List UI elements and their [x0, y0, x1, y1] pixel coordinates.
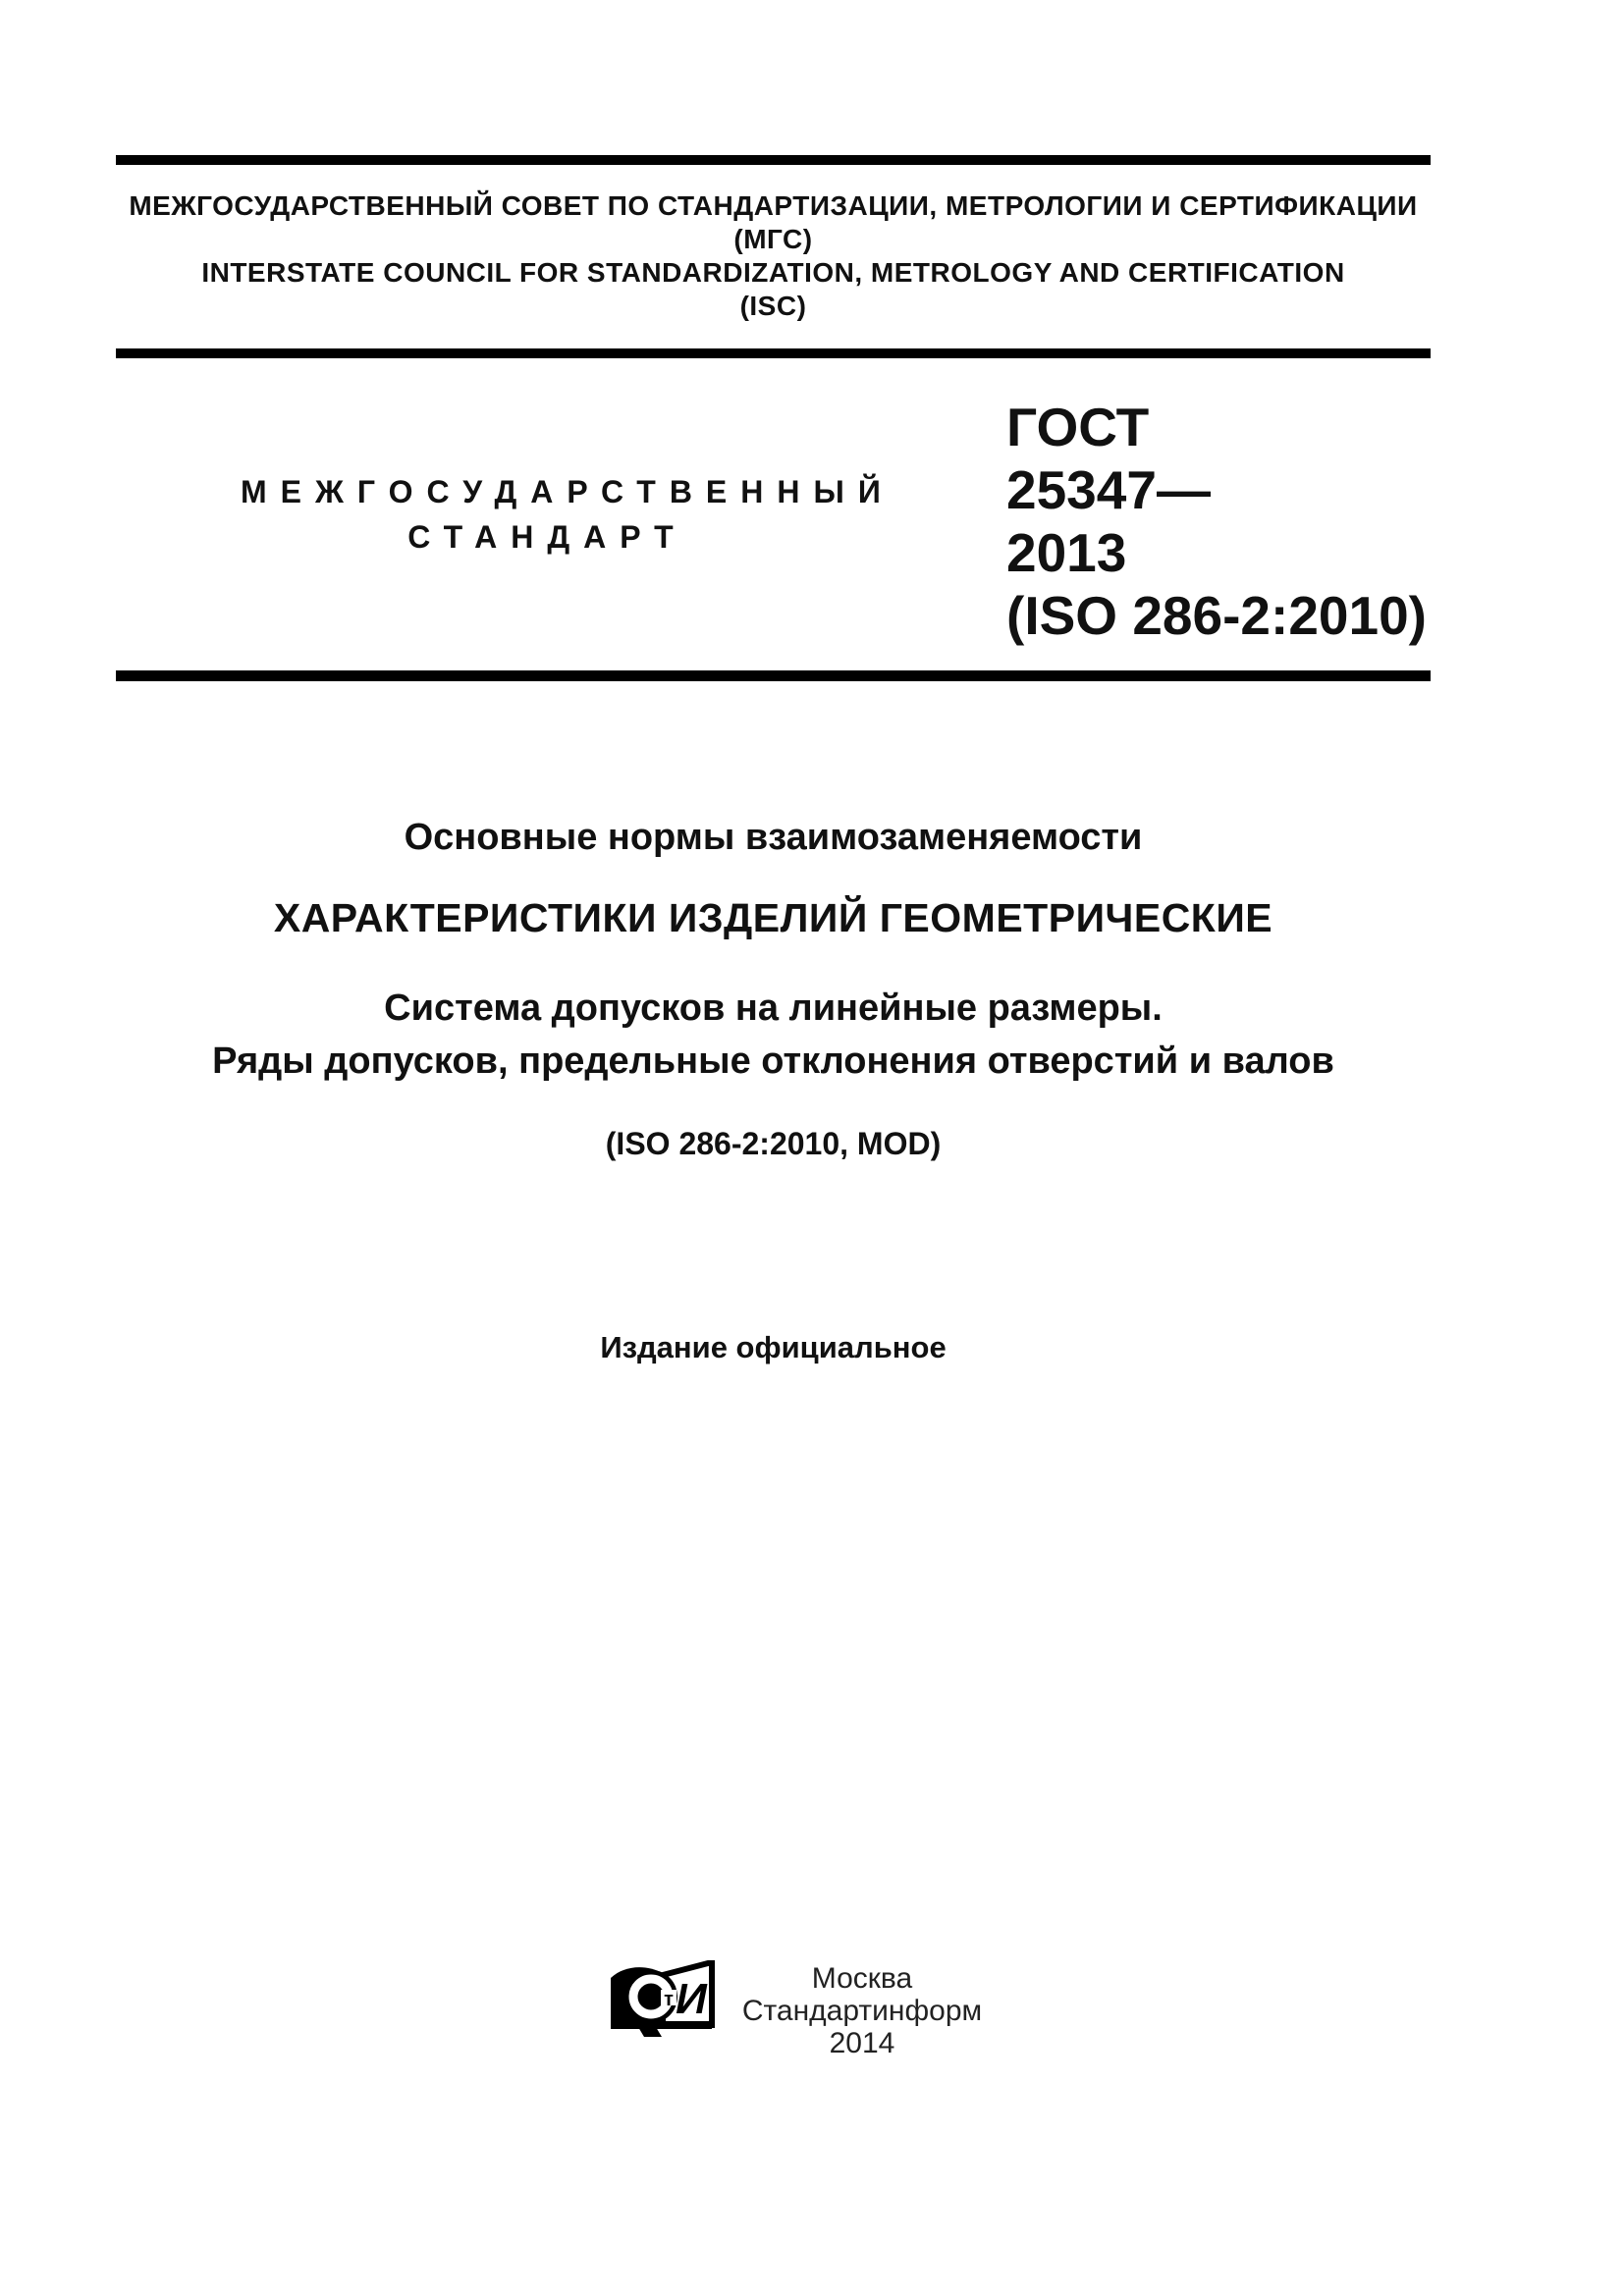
logo-letter-i: И — [676, 1975, 707, 2023]
org-abbr-en: (ISC) — [739, 291, 807, 321]
org-name-ru: МЕЖГОСУДАРСТВЕННЫЙ СОВЕТ ПО СТАНДАРТИЗАЦИИ, МЕТРОЛОГИИ И СЕРТИФИКАЦИИ — [129, 190, 1418, 221]
official-edition-note: Издание официальное — [600, 1330, 947, 1364]
standards-complex-title: Основные нормы взаимозаменяемости — [404, 817, 1143, 858]
divider-bar-middle — [116, 348, 1431, 358]
standard-type-line2: СТАНДАРТ — [407, 519, 687, 555]
org-name-en: INTERSTATE COUNCIL FOR STANDARDIZATION, METROLOGY AND CERTIFICATION — [201, 257, 1345, 288]
org-header — [116, 189, 1431, 323]
divider-bar-top — [116, 155, 1431, 165]
standard-type-line1: МЕЖГОСУДАРСТВЕННЫЙ — [241, 474, 894, 509]
standard-code-line2: 25347— — [1006, 459, 1211, 520]
logo-letter-t: т — [664, 1989, 674, 2010]
iso-equivalence-note: (ISO 286-2:2010, MOD) — [605, 1126, 942, 1161]
imprint-year: 2014 — [829, 2027, 895, 2059]
standard-designation — [1006, 396, 1429, 647]
imprint-city: Москва — [811, 1962, 913, 1995]
standard-code-line1: ГОСТ — [1006, 397, 1150, 457]
main-title: ХАРАКТЕРИСТИКИ ИЗДЕЛИЙ ГЕОМЕТРИЧЕСКИЕ — [273, 895, 1273, 940]
standard-code-line3: 2013 — [1006, 522, 1127, 583]
standard-code-line4: (ISO 286-2:2010) — [1006, 585, 1427, 646]
org-abbr-ru: (МГС) — [733, 224, 813, 254]
subtitle-line2: Ряды допусков, предельные отклонения отверстий и валов — [212, 1041, 1334, 1082]
imprint — [666, 1962, 1058, 2059]
divider-bar-bottom — [116, 670, 1431, 681]
standard-type-label — [241, 469, 894, 560]
imprint-publisher: Стандартинформ — [741, 1995, 983, 2027]
subtitle-line1: Система допусков на линейные размеры. — [384, 988, 1163, 1029]
